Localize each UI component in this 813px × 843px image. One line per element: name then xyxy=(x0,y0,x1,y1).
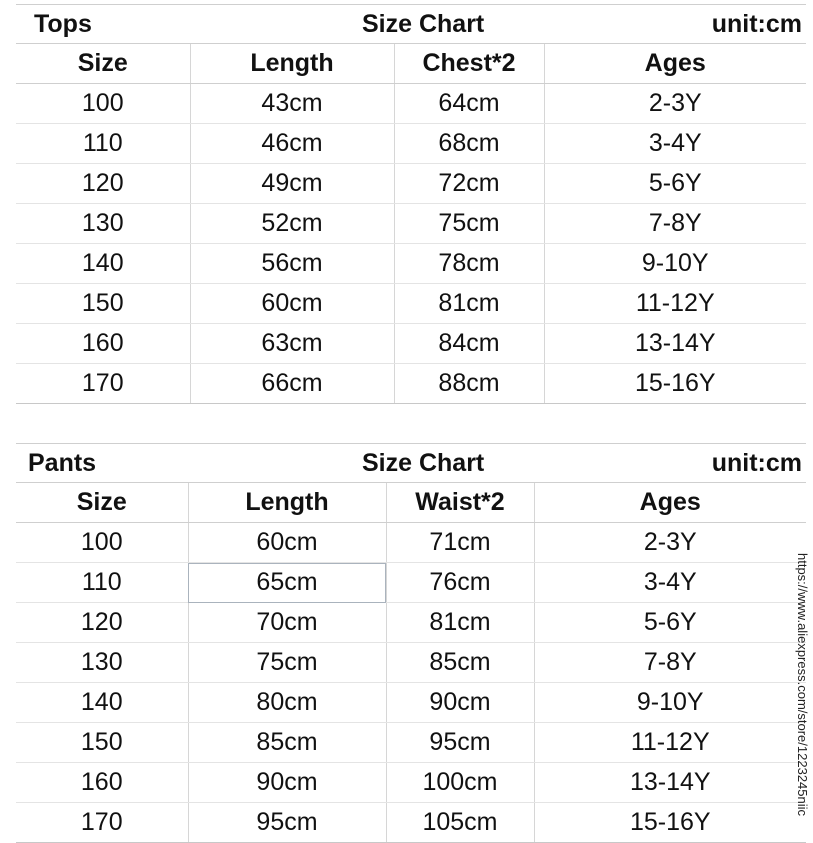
pants-unit: unit:cm xyxy=(711,449,802,477)
pants-cell: 170 xyxy=(16,803,188,843)
pants-cell: 95cm xyxy=(386,723,534,763)
tops-title-row xyxy=(16,4,806,44)
pants-cell: 80cm xyxy=(188,683,386,723)
tops-chart-title: Size Chart xyxy=(362,10,485,38)
pants-cell: 95cm xyxy=(188,803,386,843)
store-url-watermark xyxy=(794,553,813,823)
pants-title-row xyxy=(16,443,806,483)
pants-row xyxy=(16,523,806,563)
watermark-text: https://www.aliexpress.com/store/1223245niic xyxy=(795,553,810,817)
pants-cell: 13-14Y xyxy=(534,763,806,803)
tops-cell: 3-4Y xyxy=(544,124,806,164)
pants-cell: 130 xyxy=(16,643,188,683)
pants-size-chart xyxy=(16,443,806,843)
tops-cell: 15-16Y xyxy=(544,364,806,404)
tops-cell: 5-6Y xyxy=(544,164,806,204)
tops-cell: 46cm xyxy=(190,124,394,164)
pants-header-length: Length xyxy=(188,483,386,523)
pants-cell: 81cm xyxy=(386,603,534,643)
tops-cell: 72cm xyxy=(394,164,544,204)
pants-cell: 110 xyxy=(16,563,188,603)
pants-cell: 85cm xyxy=(188,723,386,763)
pants-cell: 75cm xyxy=(188,643,386,683)
tops-cell: 88cm xyxy=(394,364,544,404)
tops-cell: 9-10Y xyxy=(544,244,806,284)
pants-row xyxy=(16,563,806,603)
tops-header-chest: Chest*2 xyxy=(394,44,544,84)
tops-header-ages: Ages xyxy=(544,44,806,84)
tops-cell: 66cm xyxy=(190,364,394,404)
tops-cell: 150 xyxy=(16,284,190,324)
pants-header-row xyxy=(16,483,806,523)
tops-cell: 100 xyxy=(16,84,190,124)
tops-cell: 140 xyxy=(16,244,190,284)
tops-cell: 52cm xyxy=(190,204,394,244)
tops-cell: 68cm xyxy=(394,124,544,164)
tops-row xyxy=(16,284,806,324)
tops-label: Tops xyxy=(34,10,92,38)
tops-row xyxy=(16,364,806,404)
tops-unit: unit:cm xyxy=(711,10,802,38)
pants-cell: 90cm xyxy=(188,763,386,803)
pants-table-body xyxy=(16,523,806,843)
tops-cell: 43cm xyxy=(190,84,394,124)
tops-cell: 7-8Y xyxy=(544,204,806,244)
tops-cell: 78cm xyxy=(394,244,544,284)
pants-cell: 100cm xyxy=(386,763,534,803)
tops-cell: 84cm xyxy=(394,324,544,364)
pants-cell: 105cm xyxy=(386,803,534,843)
pants-cell: 7-8Y xyxy=(534,643,806,683)
tops-cell: 11-12Y xyxy=(544,284,806,324)
tops-row xyxy=(16,324,806,364)
pants-cell: 5-6Y xyxy=(534,603,806,643)
tops-cell: 81cm xyxy=(394,284,544,324)
tops-cell: 120 xyxy=(16,164,190,204)
pants-cell: 160 xyxy=(16,763,188,803)
pants-cell: 65cm xyxy=(188,563,386,603)
pants-cell: 90cm xyxy=(386,683,534,723)
tops-cell: 160 xyxy=(16,324,190,364)
pants-cell: 70cm xyxy=(188,603,386,643)
pants-cell: 100 xyxy=(16,523,188,563)
tops-size-chart xyxy=(16,4,806,404)
pants-cell: 150 xyxy=(16,723,188,763)
tops-cell: 49cm xyxy=(190,164,394,204)
tops-table-body xyxy=(16,84,806,404)
pants-row xyxy=(16,643,806,683)
pants-cell: 140 xyxy=(16,683,188,723)
pants-row xyxy=(16,803,806,843)
pants-row xyxy=(16,763,806,803)
pants-header-size: Size xyxy=(16,483,188,523)
pants-table xyxy=(16,483,806,843)
pants-cell: 9-10Y xyxy=(534,683,806,723)
tops-row xyxy=(16,84,806,124)
tops-row xyxy=(16,204,806,244)
pants-row xyxy=(16,723,806,763)
pants-label: Pants xyxy=(28,449,97,477)
tops-table xyxy=(16,44,806,404)
tops-cell: 64cm xyxy=(394,84,544,124)
tops-cell: 130 xyxy=(16,204,190,244)
tops-cell: 13-14Y xyxy=(544,324,806,364)
pants-chart-title: Size Chart xyxy=(362,449,485,477)
pants-cell: 2-3Y xyxy=(534,523,806,563)
pants-cell: 85cm xyxy=(386,643,534,683)
pants-row xyxy=(16,603,806,643)
pants-row xyxy=(16,683,806,723)
tops-cell: 110 xyxy=(16,124,190,164)
pants-cell: 60cm xyxy=(188,523,386,563)
pants-cell: 3-4Y xyxy=(534,563,806,603)
tops-cell: 56cm xyxy=(190,244,394,284)
pants-header-ages: Ages xyxy=(534,483,806,523)
tops-header-size: Size xyxy=(16,44,190,84)
pants-cell: 11-12Y xyxy=(534,723,806,763)
tops-header-length: Length xyxy=(190,44,394,84)
pants-header-waist: Waist*2 xyxy=(386,483,534,523)
tops-row xyxy=(16,124,806,164)
pants-cell: 71cm xyxy=(386,523,534,563)
tops-row xyxy=(16,244,806,284)
pants-cell: 120 xyxy=(16,603,188,643)
tops-cell: 170 xyxy=(16,364,190,404)
tops-cell: 2-3Y xyxy=(544,84,806,124)
pants-cell: 15-16Y xyxy=(534,803,806,843)
tops-cell: 75cm xyxy=(394,204,544,244)
tops-cell: 60cm xyxy=(190,284,394,324)
tops-header-row xyxy=(16,44,806,84)
pants-cell: 76cm xyxy=(386,563,534,603)
tops-row xyxy=(16,164,806,204)
tops-cell: 63cm xyxy=(190,324,394,364)
